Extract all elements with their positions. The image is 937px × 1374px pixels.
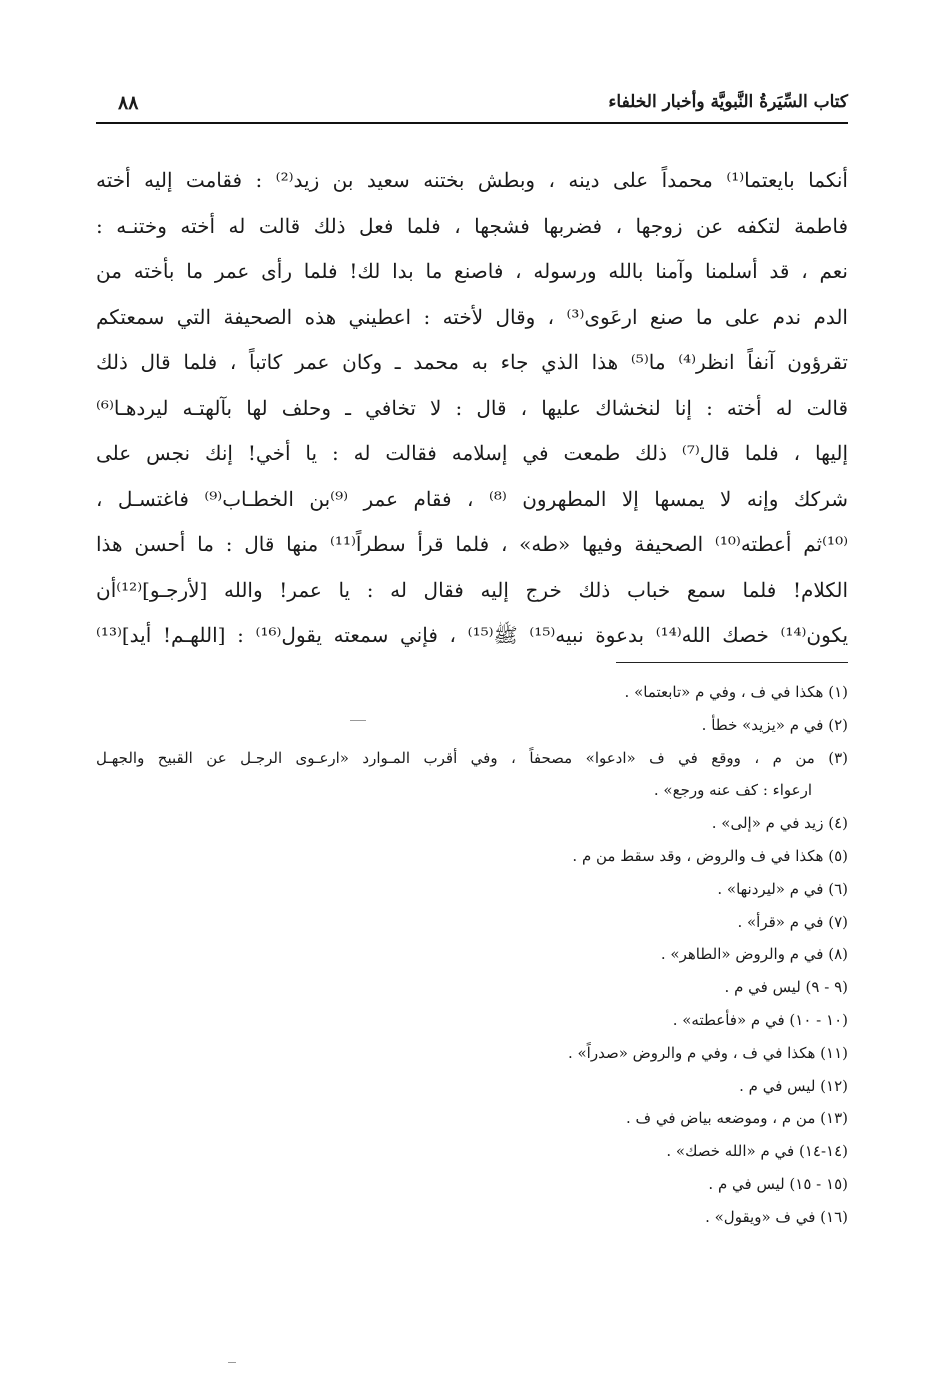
main-text xyxy=(96,158,848,659)
text-line: يكون⁽¹⁴⁾ خصك الله⁽¹⁴⁾ بدعوة نبيه⁽¹⁵⁾ ﷺ⁽¹⁵⁾ ، فإني سمعته يقول⁽¹⁶⁾ : [اللهـم! أيد]⁽¹³⁾ xyxy=(96,623,848,647)
page-number: ٨٨ xyxy=(118,92,139,114)
footnote: (١٢) ليس في م . xyxy=(739,1076,848,1095)
scan-speck xyxy=(350,720,366,721)
text-line: الكلام! فلما سمع خباب ذلك خرج إليه فقال له : يا عمر! والله [لأرجـو]⁽¹²⁾أن xyxy=(96,577,848,602)
footnote: (٩ - ٩) ليس في م . xyxy=(724,978,848,997)
footnote: (١٥ - ١٥) ليس في م . xyxy=(708,1174,848,1193)
header-rule xyxy=(96,122,848,124)
footnote-continuation: ارعواء : كف عنه ورجع» . xyxy=(653,781,812,800)
footnote: (٥) هكذا في ف والروض ، وقد سقط من م . xyxy=(572,846,848,865)
footnote: (٨) في م والروض «الطاهر» . xyxy=(660,945,848,964)
text-line: ⁽¹⁰⁾ثم أعطته⁽¹⁰⁾ الصحيفة وفيها «طه» ، فلما قرأ سطراً⁽¹¹⁾ منها قال : ما أحسن هذا xyxy=(96,532,848,556)
footnote: (٧) في م «قرأ» . xyxy=(737,912,848,931)
footnote: (٣) من م ، ووقع في ف «ادعوا» مصحفاً ، وفي أقرب المـوارد «ارعـوى الرجـل عن القبيح والجهـل xyxy=(96,748,848,767)
footnote: (٦) في م «ليردنها» . xyxy=(717,879,848,898)
footnote: (٢) في م «يزيد» خطأ . xyxy=(701,715,848,734)
scan-speck xyxy=(228,1362,236,1363)
footnote: (١) هكذا في ف ، وفي م «تابعتما» . xyxy=(624,683,848,701)
footnote: (١٤-١٤) في م «الله خصك» . xyxy=(666,1142,848,1161)
footnote: (٤) زيد في م «إلى» . xyxy=(711,814,848,833)
text-line: شركك وإنه لا يمسها إلا المطهرون ⁽⁸⁾ ، فقام عمر ⁽⁹⁾بن الخطـاب⁽⁹⁾ فاغتسـل ، xyxy=(96,486,848,511)
text-line: إليها ، فلما قال⁽⁷⁾ ذلك طمعت في إسلامه فقالت له : يا أخي! إنك نجس على xyxy=(96,441,848,465)
footnote: (١٦) في ف «ويقول» . xyxy=(705,1207,848,1226)
text-line: قالت له أخته : إنا لنخشاك عليها ، قال : لا تخافي ـ وحلف لها بآلهتـه ليردهـا⁽⁶⁾ xyxy=(96,395,848,420)
text-line: نعم ، قد أسلمنا وآمنا بالله ورسوله ، فاصنع ما بدا لك! فلما رأى عمر ما بأخته من xyxy=(96,259,848,283)
text-line: فاطمة لتكفه عن زوجها ، فضربها فشجها ، فلما فعل ذلك قالت له أخته وختنـه : xyxy=(96,213,848,238)
running-title: كتاب السِّيَرةُ النَّبويَّة وأخبار الخلفاء xyxy=(608,92,848,112)
text-line: تقرؤون آنفاً انظر⁽⁴⁾ ما⁽⁵⁾ هذا الذي جاء به محمد ـ وكان عمر كاتباً ، فلما قال ذلك xyxy=(96,350,848,374)
footnote: (١١) هكذا في ف ، وفي م والروض «صدراً» . xyxy=(567,1043,848,1062)
footnote: (١٣) من م ، وموضعه بياض في ف . xyxy=(625,1109,848,1128)
footnotes xyxy=(96,676,848,1234)
footnote-separator xyxy=(616,662,848,663)
page-header xyxy=(96,82,848,124)
footnote: (١٠ - ١٠) في م «فأعطته» . xyxy=(672,1010,848,1029)
text-line: الدم ندم على ما صنع ارعَوى⁽³⁾ ، وقال لأخته : اعطيني هذه الصحيفة التي سمعتكم xyxy=(96,304,848,329)
text-line: أنكما بايعتما⁽¹⁾ محمداً على دينه ، وبطش بختنه سعيد بن زيد⁽²⁾ : فقامت إليه أخته xyxy=(96,168,848,192)
